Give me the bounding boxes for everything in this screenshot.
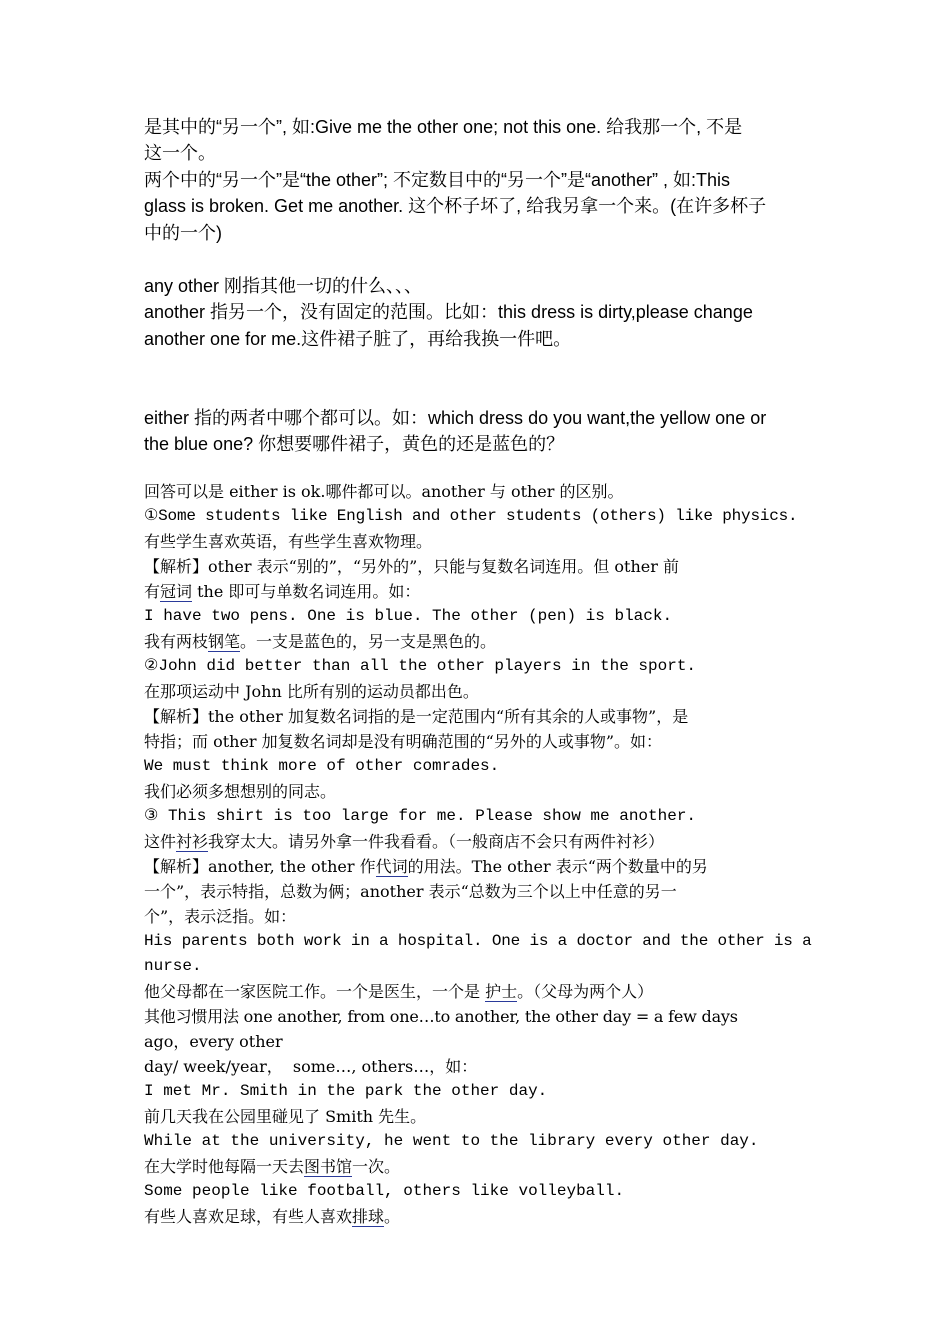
text-line: 我们必须多想想别的同志。 [144,782,337,801]
text-line: ③ This shirt is too large for me. Please show me another. [144,807,697,825]
text-line: ①Some students like English and other students (others) like physics. [144,507,798,525]
underlined-term: 钢笔 [208,632,241,651]
text-line: 有冠词 the 即可与单数名词连用。如： [144,582,421,601]
text-line: another one for me.这件裙子脏了，再给我换一件吧。 [144,329,572,349]
underlined-term: 冠词 [160,582,193,601]
text-line: day/ week/year， some…, others…，如： [144,1057,478,1076]
text-line: While at the university, he went to the library every other day. [144,1132,759,1150]
underlined-term: 图书馆 [304,1157,353,1176]
text-line: Some people like football, others like volleyball. [144,1182,625,1200]
text-line: 在那项运动中 John 比所有别的运动员都出色。 [144,682,479,701]
underlined-term: 代词 [375,857,408,876]
text-line: 他父母都在一家医院工作。一个是医生，一个是 护士。（父母为两个人） [144,982,654,1001]
text-line: 在大学时他每隔一天去图书馆一次。 [144,1157,401,1176]
text-line: 是其中的“另一个”, 如:Give me the other one; not this one. 给我那一个, 不是 [144,117,743,137]
text-line: the blue one? 你想要哪件裙子，黄色的还是蓝色的？ [144,434,565,454]
text-line: 两个中的“另一个”是“the other”; 不定数目中的“另一个”是“another” , 如:This [144,170,731,190]
text-line: 回答可以是 either is ok.哪件都可以。another 与 other 的区别。 [144,482,624,501]
text-line: I have two pens. One is blue. The other (pen) is black. [144,607,673,625]
text-line: ago，every other [144,1032,283,1051]
text-line: ②John did better than all the other players in the sport. [144,657,697,675]
text-line: 有些学生喜欢英语，有些学生喜欢物理。 [144,532,433,551]
underlined-term: 护士 [485,982,518,1001]
text-line: either 指的两者中哪个都可以。如：which dress do you want,the yellow one or [144,408,767,428]
text-line: 一个”，表示特指，总数为俩；another 表示“总数为三个以上中任意的另一 [144,882,677,901]
text-line: 【解析】another, the other 作代词的用法。The other 表示“两个数量中的另 [144,857,708,876]
text-line: glass is broken. Get me another. 这个杯子坏了, 给我另拿一个来。(在许多杯子 [144,196,767,216]
text-line: 我有两枝钢笔。一支是蓝色的，另一支是黑色的。 [144,632,497,651]
text-line: 其他习惯用法 one another, from one…to another, the other day = a few days [144,1007,738,1026]
text-line: another 指另一个，没有固定的范围。比如：this dress is dirty,please change [144,302,753,322]
text-line: 这一个。 [144,143,216,163]
text-line: nurse. [144,957,202,975]
text-line: 【解析】other 表示“别的”，“另外的”，只能与复数名词连用。但 other 前 [144,557,679,576]
text-line: We must think more of other comrades. [144,757,500,775]
text-line: 中的一个) [144,223,222,243]
text-line: I met Mr. Smith in the park the other day. [144,1082,548,1100]
text-line: 特指；而 other 加复数名词却是没有明确范围的“另外的人或事物”。如： [144,732,663,751]
underlined-term: 衬衫 [176,832,209,851]
text-line: 个”，表示泛指。如： [144,907,297,926]
text-line: 这件衬衫我穿太大。请另外拿一件我看看。（一般商店不会只有两件衬衫） [144,832,665,851]
text-line: 前几天我在公园里碰见了 Smith 先生。 [144,1107,427,1126]
underlined-term: 排球 [352,1207,385,1226]
text-line: 有些人喜欢足球，有些人喜欢排球。 [144,1207,401,1226]
text-line: His parents both work in a hospital. One is a doctor and the other is a [144,932,812,950]
text-line: 【解析】the other 加复数名词指的是一定范围内“所有其余的人或事物”，是 [144,707,689,726]
text-line: any other 刚指其他一切的什么、、、 [144,276,423,296]
